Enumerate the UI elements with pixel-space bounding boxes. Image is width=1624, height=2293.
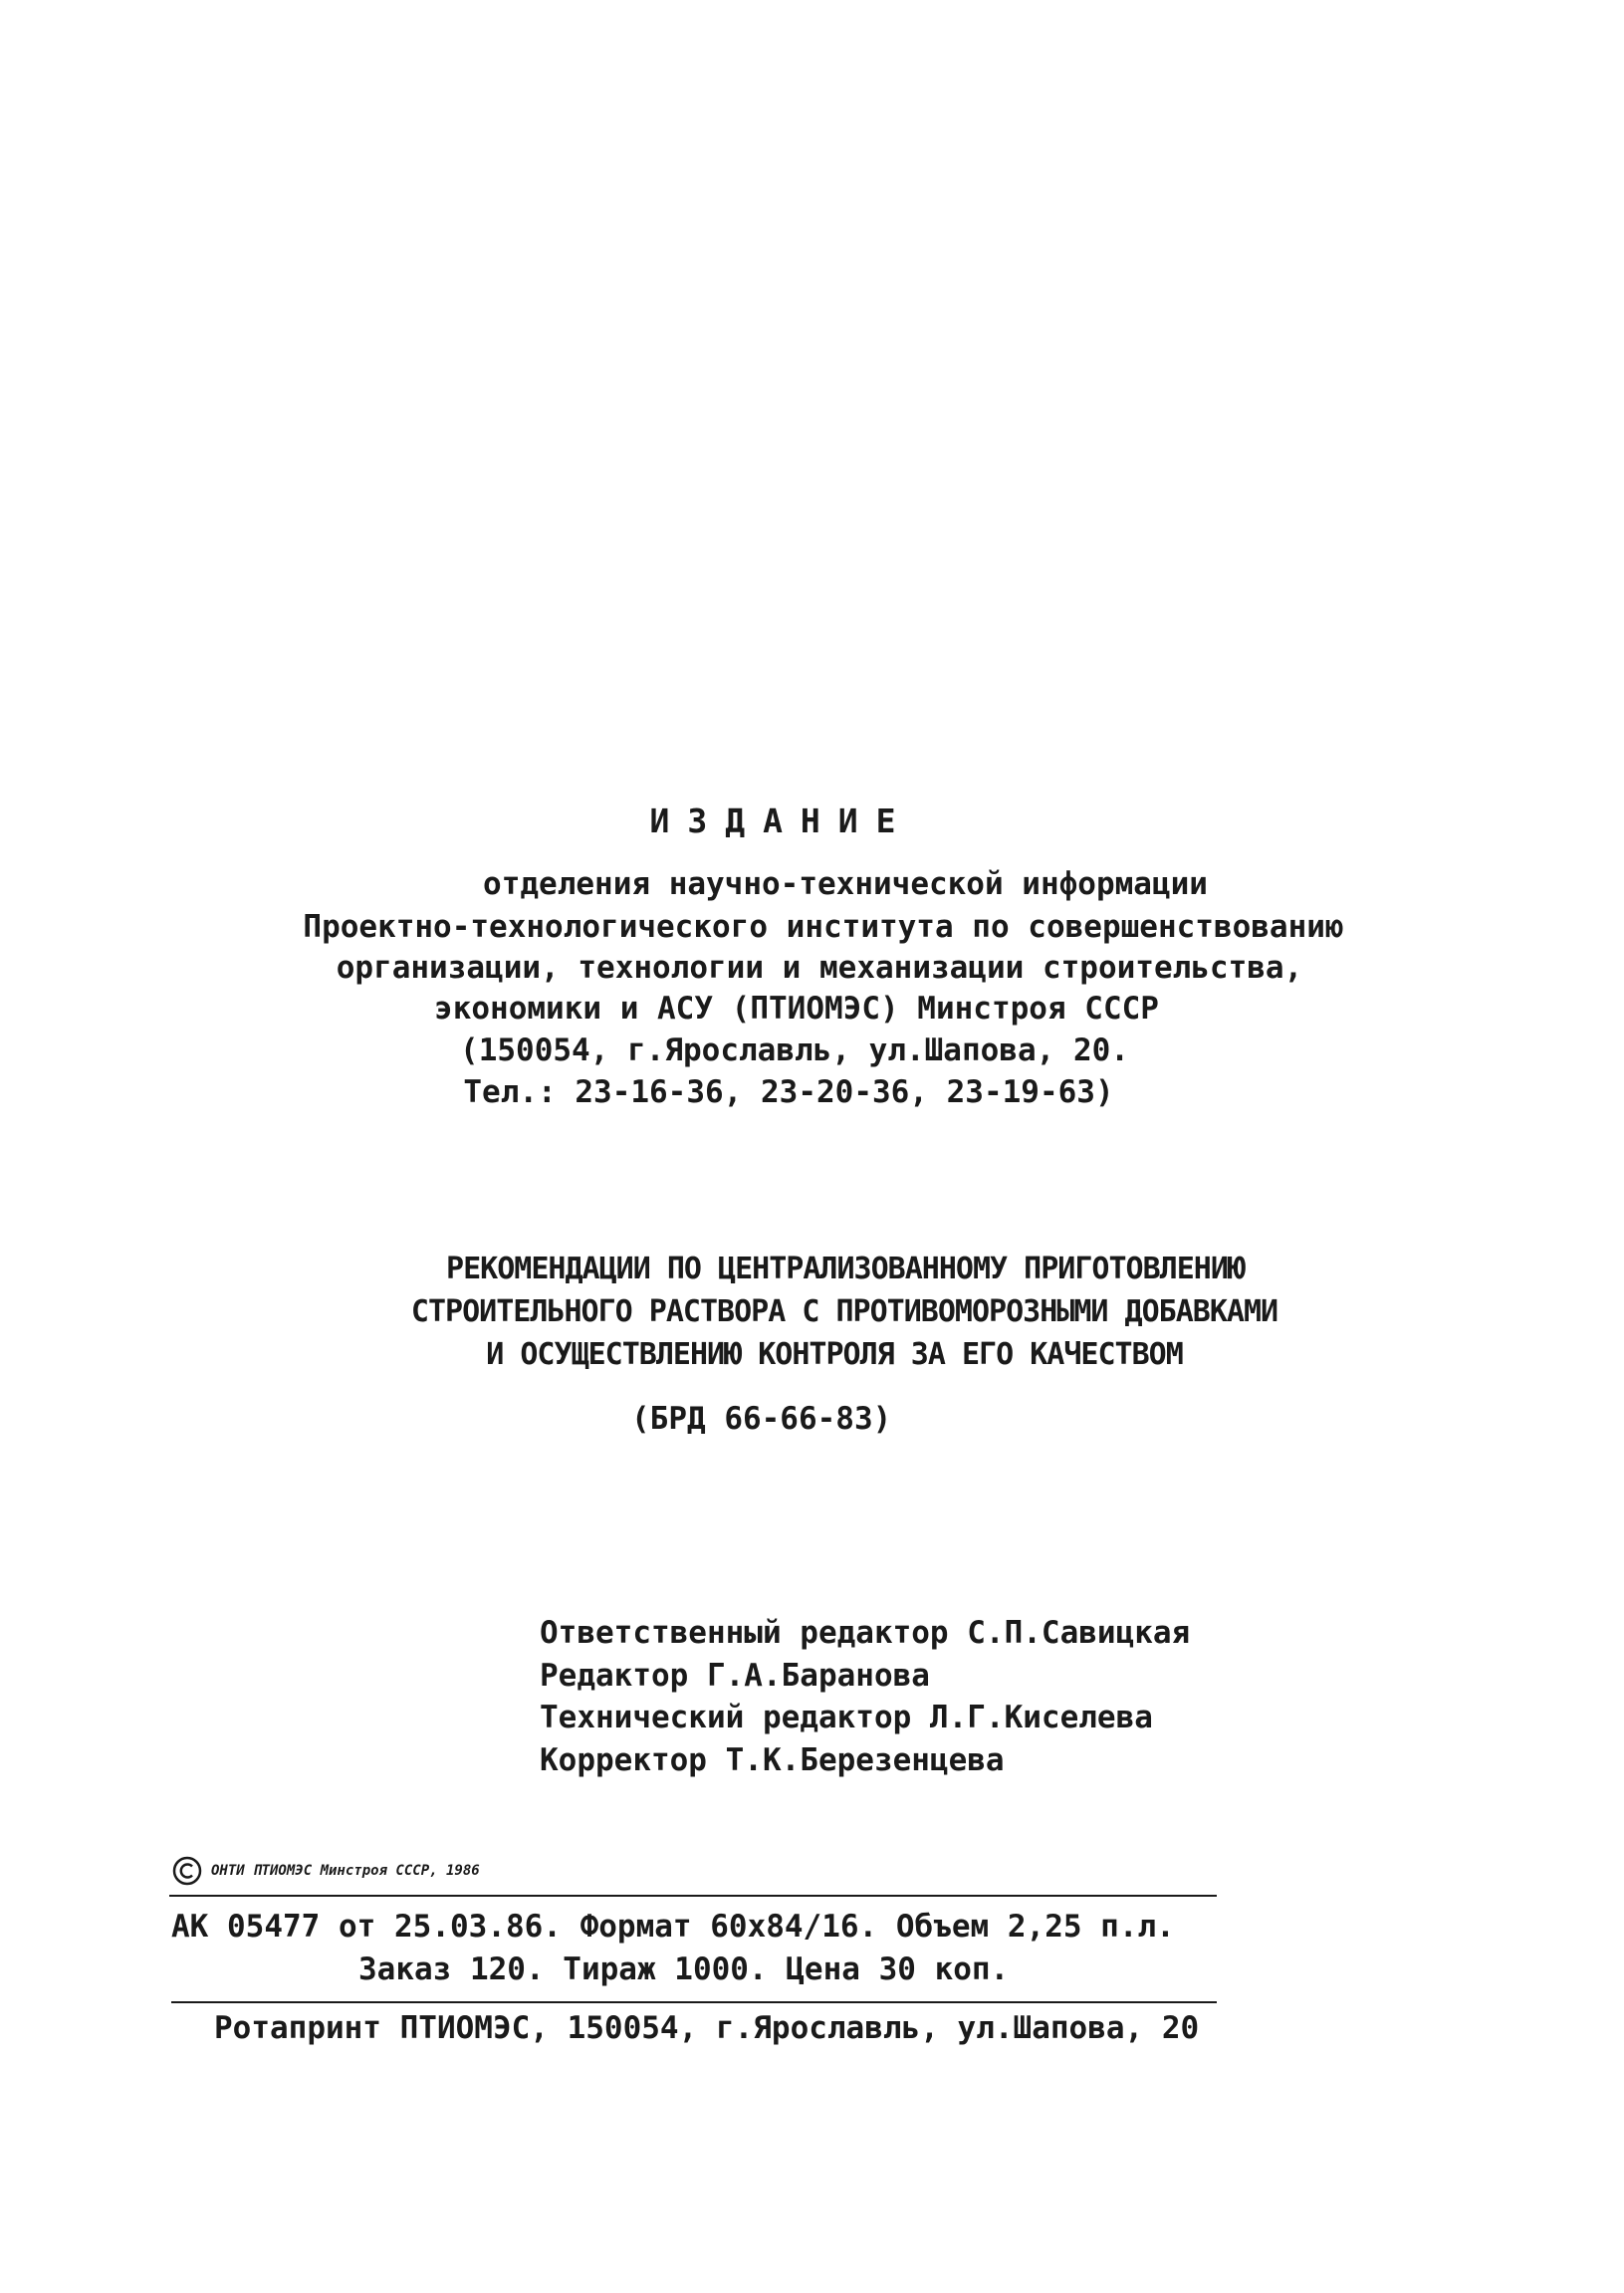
title-line: РЕКОМЕНДАЦИИ ПО ЦЕНТРАЛИЗОВАННОМУ ПРИГОТОВЛЕНИЮ: [446, 1252, 1245, 1286]
divider-top: [169, 1895, 1217, 1897]
printer-line: Ротапринт ПТИОМЭС, 150054, г.Ярославль, ул.Шапова, 20: [214, 2010, 1200, 2046]
document-code: (БРД 66-66-83): [631, 1401, 892, 1437]
editor-line: Ответственный редактор С.П.Савицкая: [540, 1615, 1191, 1651]
publisher-line: экономики и АСУ (ПТИОМЭС) Минстроя СССР: [434, 991, 1159, 1027]
editor-line: Редактор Г.А.Баранова: [540, 1658, 930, 1694]
publisher-line: организации, технологии и механизации строительства,: [336, 950, 1303, 986]
editor-line: Корректор Т.К.Березенцева: [540, 1742, 1005, 1778]
copyright-text: ОНТИ ПТИОМЭС Минстроя СССР, 1986: [211, 1863, 480, 1879]
copyright-note: [171, 1854, 480, 1888]
heading: ИЗДАНИЕ: [649, 802, 914, 840]
publisher-line: Проектно-технологического института по совершенствованию: [303, 909, 1344, 945]
publisher-line: (150054, г.Ярославль, ул.Шапова, 20.: [460, 1032, 1129, 1068]
editor-line: Технический редактор Л.Г.Киселева: [540, 1700, 1153, 1735]
copyright-icon: [171, 1855, 203, 1887]
title-line: И ОСУЩЕСТВЛЕНИЮ КОНТРОЛЯ ЗА ЕГО КАЧЕСТВОМ: [486, 1337, 1183, 1372]
publisher-line: Тел.: 23-16-36, 23-20-36, 23-19-63): [463, 1074, 1114, 1110]
divider-bottom: [171, 2001, 1217, 2003]
title-line: СТРОИТЕЛЬНОГО РАСТВОРА С ПРОТИВОМОРОЗНЫМИ ДОБАВКАМИ: [410, 1294, 1278, 1329]
imprint-line: Заказ 120. Тираж 1000. Цена 30 коп.: [358, 1951, 1010, 1987]
imprint-line: АК 05477 от 25.03.86. Формат 60х84/16. Объем 2,25 п.л.: [171, 1909, 1175, 1945]
publisher-line: отделения научно-технической информации: [483, 866, 1208, 902]
